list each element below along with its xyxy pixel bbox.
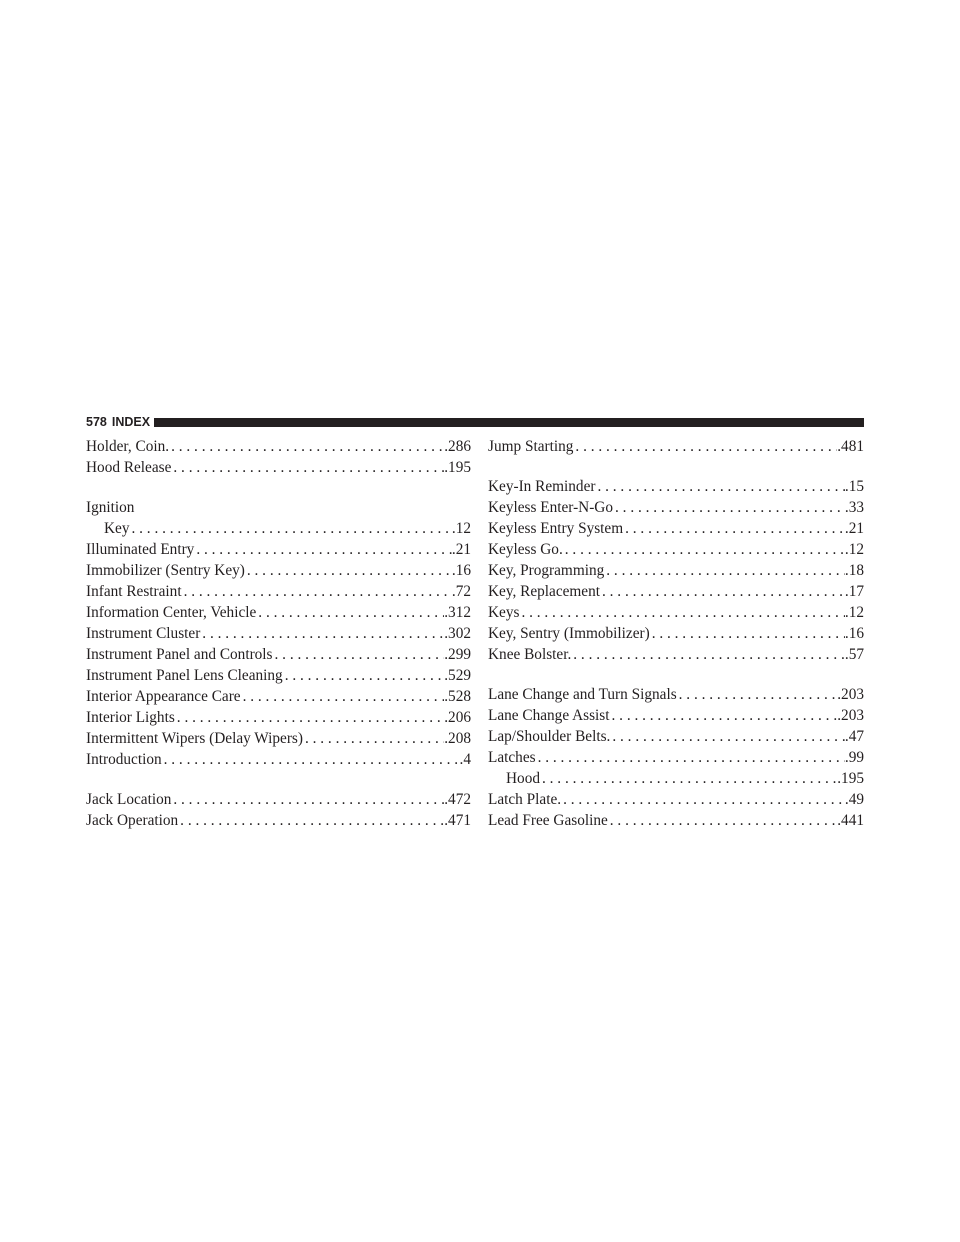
index-entry bbox=[86, 810, 471, 831]
index-subentry bbox=[86, 518, 471, 539]
index-entry bbox=[488, 747, 864, 768]
index-term: Ignition bbox=[86, 499, 135, 516]
dot-leader bbox=[610, 726, 845, 747]
index-term: Introduction bbox=[86, 751, 162, 768]
index-term: Lap/Shoulder Belts. bbox=[488, 728, 611, 745]
page-ref: .472 bbox=[444, 791, 471, 808]
page-ref: .528 bbox=[444, 688, 471, 705]
page-header bbox=[86, 415, 864, 429]
dot-leader bbox=[162, 749, 460, 770]
dot-leader bbox=[677, 684, 838, 705]
index-term: Jack Location bbox=[86, 791, 172, 808]
page-ref: .286 bbox=[444, 438, 471, 455]
index-term: Keys bbox=[488, 604, 520, 621]
dot-leader bbox=[256, 602, 444, 623]
page-ref: .195 bbox=[837, 770, 864, 787]
page-ref: .302 bbox=[444, 625, 471, 642]
page-ref: .72 bbox=[451, 583, 471, 600]
section-title: INDEX bbox=[111, 415, 151, 429]
index-entry bbox=[488, 684, 864, 705]
index-term: Lane Change and Turn Signals bbox=[488, 686, 677, 703]
index-term: Key, Replacement bbox=[488, 583, 600, 600]
dot-leader bbox=[613, 497, 845, 518]
dot-leader bbox=[540, 768, 837, 789]
index-entry bbox=[86, 581, 471, 602]
page-ref: .18 bbox=[844, 562, 864, 579]
index-entry bbox=[86, 728, 471, 749]
page-number: 578 bbox=[86, 415, 107, 429]
index-term: Knee Bolster. bbox=[488, 646, 572, 663]
page-ref: .99 bbox=[844, 749, 864, 766]
page-ref: .206 bbox=[444, 709, 471, 726]
index-term: Jack Operation bbox=[86, 812, 179, 829]
dot-leader bbox=[171, 789, 444, 810]
index-entry bbox=[488, 602, 864, 623]
page-ref: .33 bbox=[844, 499, 864, 516]
page-ref: .21 bbox=[451, 541, 471, 558]
index-term: Keyless Go. bbox=[488, 541, 563, 558]
dot-leader bbox=[573, 436, 837, 457]
dot-leader bbox=[175, 707, 444, 728]
index-term: Interior Appearance Care bbox=[86, 688, 241, 705]
dot-leader bbox=[171, 457, 444, 478]
page-ref: .203 bbox=[837, 686, 864, 703]
page-ref: .15 bbox=[844, 478, 864, 495]
page-ref: .4 bbox=[459, 751, 471, 768]
index-entry bbox=[488, 476, 864, 497]
page-ref: .441 bbox=[837, 812, 864, 829]
index-entry bbox=[488, 497, 864, 518]
index-entry bbox=[488, 810, 864, 831]
index-term: Key bbox=[104, 520, 130, 537]
index-entry bbox=[488, 726, 864, 747]
dot-leader bbox=[200, 623, 444, 644]
index-entry bbox=[488, 644, 864, 665]
dot-leader bbox=[650, 623, 845, 644]
index-entry bbox=[488, 436, 864, 457]
dot-leader bbox=[194, 539, 452, 560]
index-term: Illuminated Entry bbox=[86, 541, 195, 558]
dot-leader bbox=[169, 436, 444, 457]
dot-leader bbox=[595, 476, 844, 497]
index-term: Intermittent Wipers (Delay Wipers) bbox=[86, 730, 303, 747]
index-entry bbox=[86, 457, 471, 478]
index-entry bbox=[86, 789, 471, 810]
page-ref: .21 bbox=[844, 520, 864, 537]
dot-leader bbox=[604, 560, 845, 581]
page-ref: .12 bbox=[451, 520, 471, 537]
index-term: Keyless Entry System bbox=[488, 520, 624, 537]
dot-leader bbox=[623, 518, 845, 539]
dot-leader bbox=[571, 644, 845, 665]
index-term: Key, Sentry (Immobilizer) bbox=[488, 625, 650, 642]
dot-leader bbox=[608, 810, 837, 831]
index-entry bbox=[86, 644, 471, 665]
page-ref: .208 bbox=[444, 730, 471, 747]
index-term: Infant Restraint bbox=[86, 583, 182, 600]
index-entry bbox=[488, 518, 864, 539]
index-entry bbox=[488, 623, 864, 644]
dot-leader bbox=[241, 686, 445, 707]
dot-leader bbox=[182, 581, 452, 602]
page-ref: .16 bbox=[451, 562, 471, 579]
page-ref: .47 bbox=[844, 728, 864, 745]
index-term: Lead Free Gasoline bbox=[488, 812, 608, 829]
page-ref: .312 bbox=[444, 604, 471, 621]
page-ref: .481 bbox=[837, 438, 864, 455]
index-term: Jump Starting bbox=[488, 438, 574, 455]
dot-leader bbox=[245, 560, 452, 581]
page-ref: .17 bbox=[844, 583, 864, 600]
page-ref: .299 bbox=[444, 646, 471, 663]
page-ref: .529 bbox=[444, 667, 471, 684]
page-ref: .471 bbox=[444, 812, 471, 829]
index-term: Information Center, Vehicle bbox=[86, 604, 257, 621]
dot-leader bbox=[178, 810, 444, 831]
page-ref: .12 bbox=[844, 604, 864, 621]
page-ref: .203 bbox=[837, 707, 864, 724]
page-ref: .57 bbox=[844, 646, 864, 663]
index-column-left bbox=[86, 436, 471, 831]
index-term: Instrument Cluster bbox=[86, 625, 201, 642]
index-entry bbox=[86, 665, 471, 686]
index-entry bbox=[488, 789, 864, 810]
index-term: Instrument Panel and Controls bbox=[86, 646, 273, 663]
page-ref: .195 bbox=[444, 459, 471, 476]
dot-leader bbox=[536, 747, 845, 768]
index-entry bbox=[86, 749, 471, 770]
header-rule bbox=[154, 418, 864, 427]
dot-leader bbox=[610, 705, 838, 726]
index-entry bbox=[86, 623, 471, 644]
index-entry bbox=[86, 686, 471, 707]
index-term: Holder, Coin. bbox=[86, 438, 170, 455]
index-term: Latches bbox=[488, 749, 536, 766]
index-entry bbox=[86, 602, 471, 623]
dot-leader bbox=[273, 644, 445, 665]
index-term: Key, Programming bbox=[488, 562, 605, 579]
page-ref: .12 bbox=[844, 541, 864, 558]
index-term: Hood Release bbox=[86, 459, 172, 476]
index-term: Latch Plate. bbox=[488, 791, 562, 808]
index-term: Interior Lights bbox=[86, 709, 175, 726]
dot-leader bbox=[600, 581, 845, 602]
index-entry bbox=[488, 560, 864, 581]
index-term: Hood bbox=[506, 770, 540, 787]
index-entry bbox=[86, 560, 471, 581]
page-ref: .49 bbox=[844, 791, 864, 808]
dot-leader bbox=[563, 539, 845, 560]
index-entry bbox=[488, 581, 864, 602]
dot-leader bbox=[283, 665, 445, 686]
index-term: Key-In Reminder bbox=[488, 478, 596, 495]
dot-leader bbox=[303, 728, 444, 749]
dot-leader bbox=[519, 602, 844, 623]
index-term: Lane Change Assist bbox=[488, 707, 610, 724]
dot-leader bbox=[130, 518, 452, 539]
index-entry bbox=[86, 436, 471, 457]
index-entry bbox=[86, 539, 471, 560]
index-heading bbox=[86, 497, 471, 518]
index-subentry bbox=[488, 768, 864, 789]
index-term: Immobilizer (Sentry Key) bbox=[86, 562, 245, 579]
index-term: Instrument Panel Lens Cleaning bbox=[86, 667, 283, 684]
index-term: Keyless Enter-N-Go bbox=[488, 499, 614, 516]
index-entry bbox=[488, 705, 864, 726]
index-column-right bbox=[488, 436, 864, 831]
page-ref: .16 bbox=[844, 625, 864, 642]
dot-leader bbox=[561, 789, 845, 810]
index-entry bbox=[86, 707, 471, 728]
index-entry bbox=[488, 539, 864, 560]
